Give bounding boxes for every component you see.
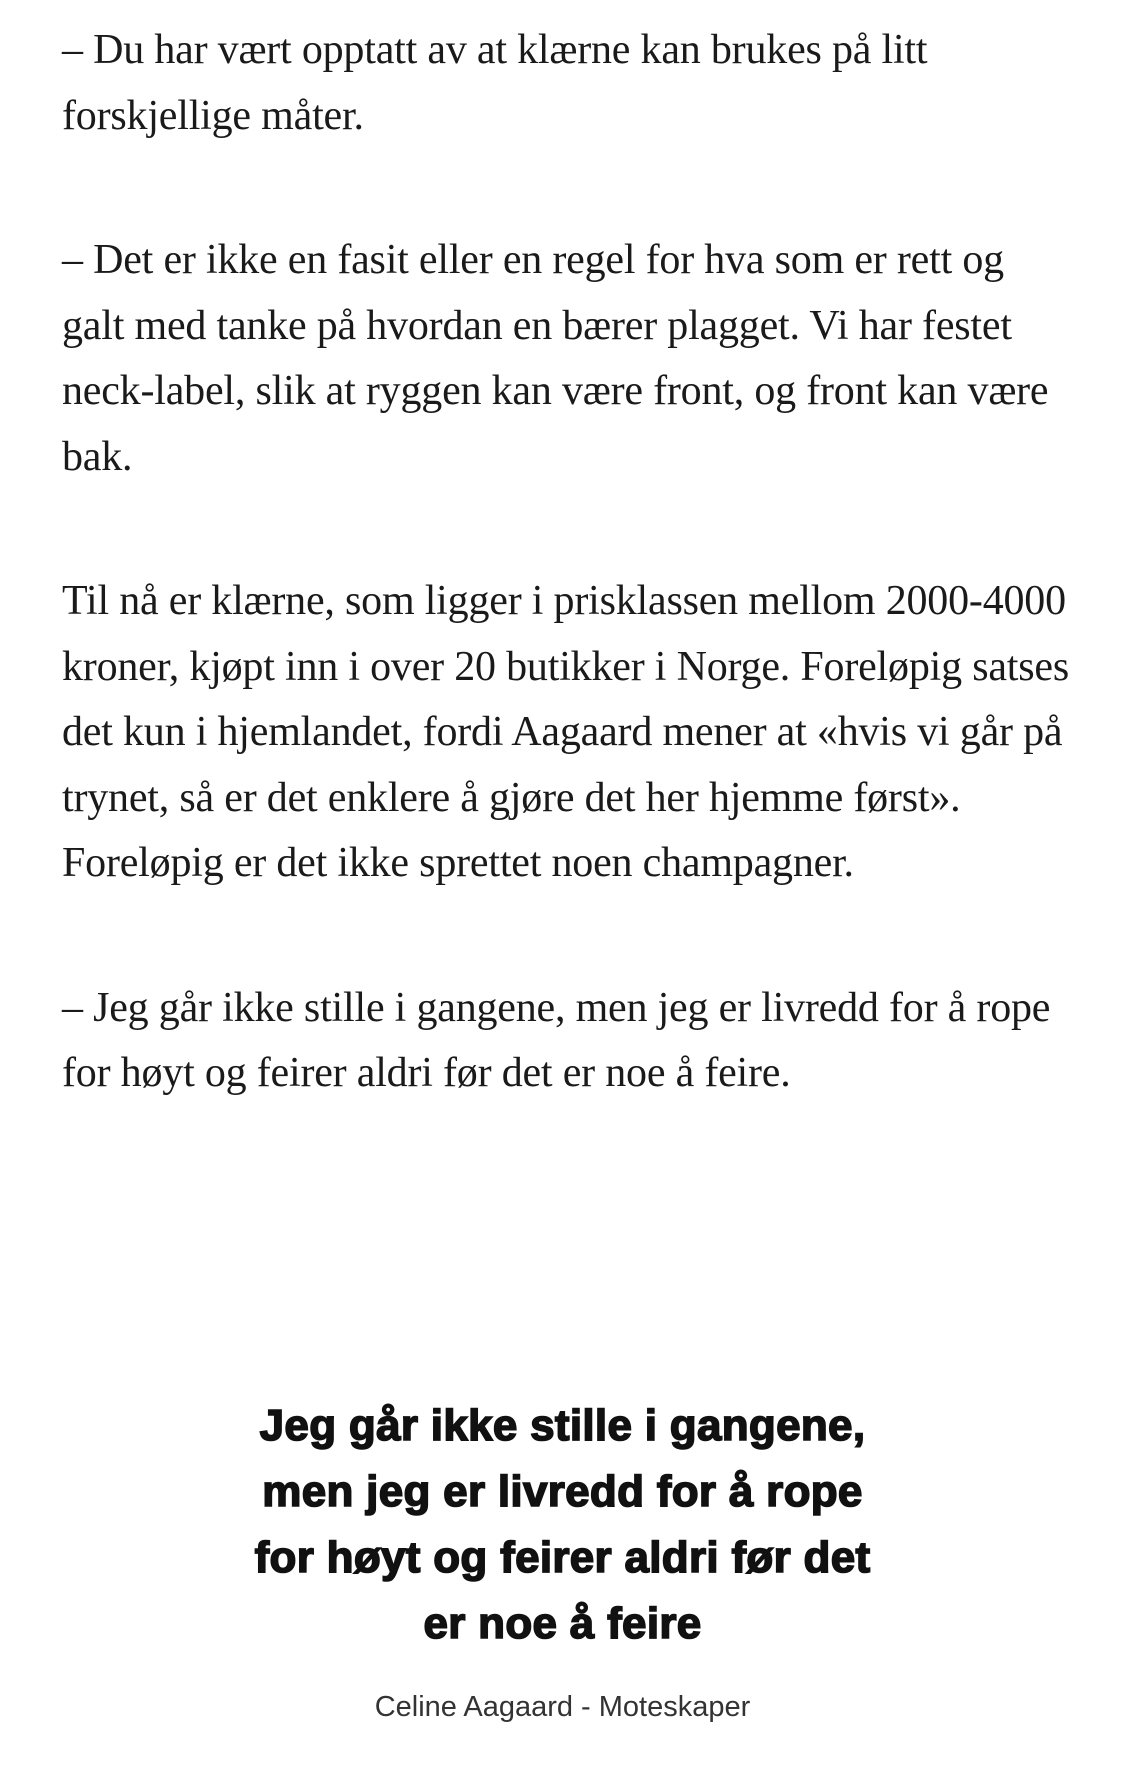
paragraph: – Du har vært opptatt av at klærne kan brukes på litt forskjellige måter.	[62, 27, 928, 139]
pull-quote-line: for høyt og feirer aldri før det	[254, 1533, 871, 1582]
pull-quote-line: men jeg er livredd for å rope	[262, 1467, 863, 1516]
paragraph: – Jeg går ikke stille i gangene, men jeg er livredd for å rope for høyt og feirer aldri før det er noe å feire.	[62, 984, 1051, 1096]
paragraph: Til nå er klærne, som ligger i prisklassen mellom 2000-4000 kroner, kjøpt inn i over 20 butikker i Norge. Foreløpig satses det kun i hjemlandet, fordi Aagaard mener at «hvis vi går på trynet, så er det enklere å gjøre det her hjemme først». Foreløpig er det ikke sprettet noen champagner.	[62, 578, 1069, 886]
article-body	[62, 18, 1072, 1186]
pull-quote-line: er noe å feire	[423, 1599, 702, 1648]
quote-attribution: Celine Aagaard - Moteskaper	[374, 1691, 751, 1723]
pull-quote	[0, 1393, 1125, 1657]
paragraph: – Det er ikke en fasit eller en regel for hva som er rett og galt med tanke på hvordan en bærer plagget. Vi har festet neck-label, slik at ryggen kan være front, og front kan være bak.	[62, 237, 1049, 480]
pull-quote-line: Jeg går ikke stille i gangene,	[259, 1401, 866, 1450]
